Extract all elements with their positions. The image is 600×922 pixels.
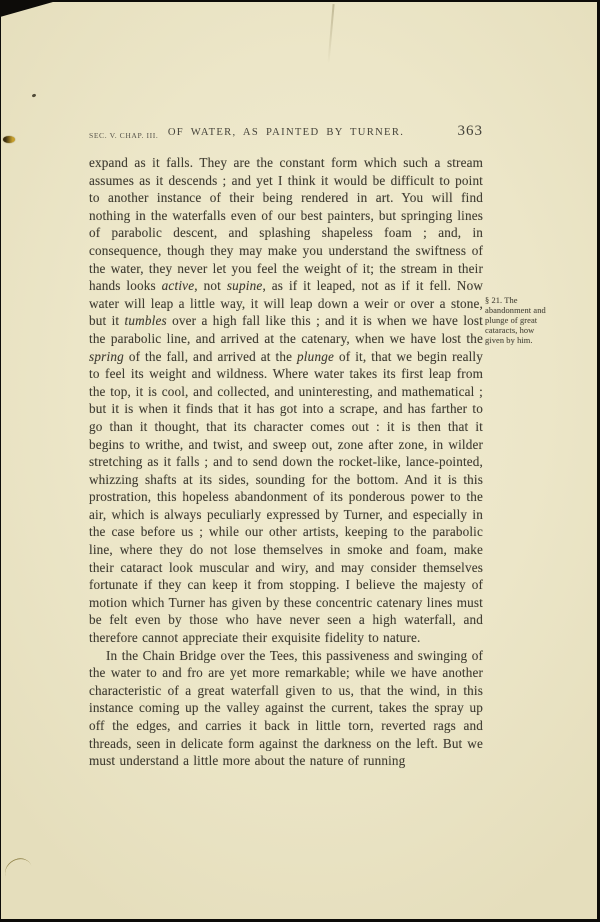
paragraph: expand as it falls. They are the constant form which such a stream assumes as it descends ; and yet I think it would be difficult to point to another instance of their being rendered in art. You will find nothing in the waterfalls even of our best painters, but springing lines of parabolic descent, and splashing shapeless foam ; and, in consequence, though they may make you understand the swiftness of the water, they never let you feel the weight of it; the stream in their hands looks active, not supine, as if it leaped, not as if it fell. Now water will leap a little way, it will leap down a weir or over a stone, but it tumbles over a high fall like this ; and it is when we have lost the parabolic line, and arrived at the catenary, when we have lost the spring of the fall, and arrived at the plunge of it, that we begin really to feel its weight and wildness. Where water takes its first leap from the top, it is cool, and collected, and uninteresting, and mathematical ; but it is when it finds that it has got into a scrape, and has farther to go than it thought, that its character comes out : it is then that it begins to writhe, and twist, and sweep out, zone after zone, in wilder stretching as it falls ; and to send down the rocket-like, lance-pointed, whizzing shafts at its sides, sounding for the bottom. And it is this prostration, this hopeless abandonment of its ponderous power to the air, which is always peculiarly expressed by Turner, and especially in the case before us ; while our other artists, keeping to the parabolic line, where they do not lose themselves in smoke and foam, make their cataract look muscular and wiry, and may consider themselves fortunate if they can keep it from stopping. I believe the majesty of motion which Turner has given by these concentric catenary lines must be felt even by those who have never seen a high waterfall, and therefore cannot appreciate their exquisite fidelity to nature. bbox=[89, 155, 483, 646]
ink-speck-artifact bbox=[32, 93, 37, 97]
page-body bbox=[89, 154, 483, 770]
scanned-book-page bbox=[1, 2, 597, 919]
paragraph: In the Chain Bridge over the Tees, this passiveness and swinging of the water to and fro are yet more remarkable; while we have another characteristic of a great waterfall given to us, that the wind, in this instance coming up the valley against the current, takes the spray up off the edges, and carries it back in little torn, reverted rags and threads, seen in delicate form against the darkness on the left. But we must understand a little more about the nature of running bbox=[89, 647, 483, 769]
running-header bbox=[89, 123, 483, 143]
paper-crease-artifact bbox=[327, 4, 334, 64]
scan-corner-artifact bbox=[0, 0, 60, 17]
section-label: SEC. V. CHAP. III. bbox=[89, 131, 159, 140]
margin-note: § 21. The abandonment and plunge of great cataracts, how given by him. bbox=[485, 296, 546, 345]
page-number: 363 bbox=[457, 123, 483, 139]
edge-stain-artifact bbox=[3, 136, 15, 143]
fiber-hair-artifact bbox=[1, 855, 33, 879]
chapter-title: OF WATER, AS PAINTED BY TURNER. bbox=[167, 127, 405, 138]
